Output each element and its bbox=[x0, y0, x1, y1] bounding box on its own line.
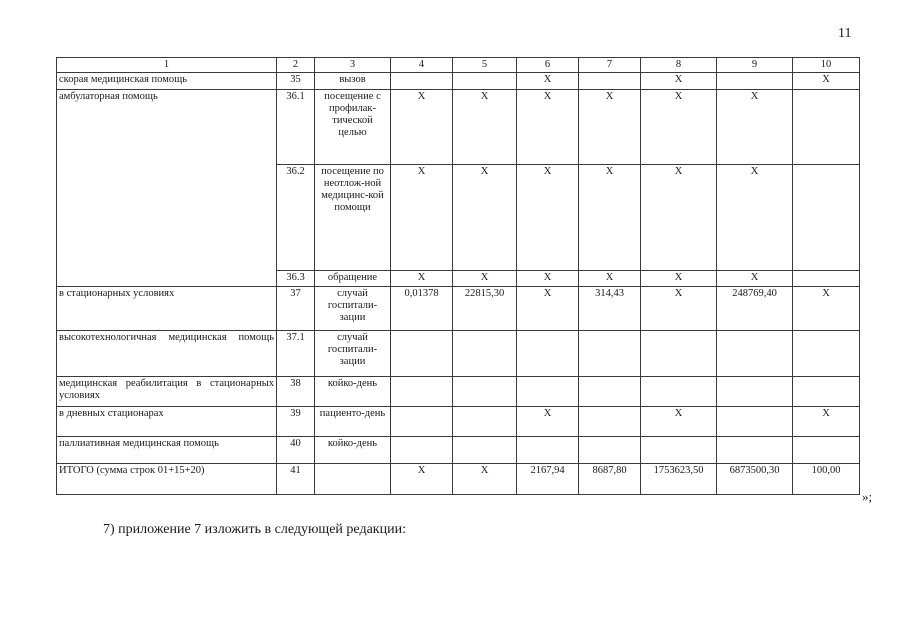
value-cell: X bbox=[391, 271, 453, 287]
value-cell: X bbox=[641, 287, 717, 331]
value-cell bbox=[579, 377, 641, 407]
row-number: 38 bbox=[277, 377, 315, 407]
value-cell bbox=[391, 377, 453, 407]
value-cell bbox=[391, 407, 453, 437]
header-cell: 4 bbox=[391, 58, 453, 73]
table-row bbox=[57, 464, 860, 495]
row-number: 39 bbox=[277, 407, 315, 437]
table-row bbox=[57, 73, 860, 90]
value-cell: X bbox=[641, 73, 717, 90]
row-label: медицинская реабилитация в стационарных условиях bbox=[57, 377, 277, 407]
header-cell: 5 bbox=[453, 58, 517, 73]
value-cell bbox=[793, 437, 860, 464]
value-cell: X bbox=[641, 271, 717, 287]
header-cell: 10 bbox=[793, 58, 860, 73]
value-cell bbox=[793, 377, 860, 407]
instruction-text: 7) приложение 7 изложить в следующей редакции: bbox=[103, 522, 406, 537]
value-cell bbox=[717, 437, 793, 464]
page-number: 11 bbox=[838, 26, 852, 41]
value-cell bbox=[517, 377, 579, 407]
unit-cell: посещение по неотлож-ной медицинс-кой помощи bbox=[315, 165, 391, 271]
value-cell: X bbox=[793, 73, 860, 90]
closing-quote: »; bbox=[862, 489, 873, 504]
row-number: 41 bbox=[277, 464, 315, 495]
value-cell: X bbox=[391, 90, 453, 165]
value-cell: X bbox=[641, 90, 717, 165]
value-cell: X bbox=[717, 165, 793, 271]
header-cell: 3 bbox=[315, 58, 391, 73]
value-cell bbox=[579, 437, 641, 464]
value-cell: X bbox=[391, 165, 453, 271]
row-number: 37.1 bbox=[277, 331, 315, 377]
header-cell: 9 bbox=[717, 58, 793, 73]
value-cell bbox=[391, 73, 453, 90]
value-cell: 22815,30 bbox=[453, 287, 517, 331]
value-cell: X bbox=[717, 271, 793, 287]
value-cell: X bbox=[517, 271, 579, 287]
value-cell bbox=[793, 165, 860, 271]
value-cell: X bbox=[517, 73, 579, 90]
row-label: амбулаторная помощь bbox=[57, 90, 277, 287]
value-cell: X bbox=[717, 90, 793, 165]
value-cell bbox=[793, 271, 860, 287]
value-cell bbox=[579, 407, 641, 437]
row-label: в стационарных условиях bbox=[57, 287, 277, 331]
table-header-row bbox=[57, 58, 860, 73]
value-cell: X bbox=[517, 287, 579, 331]
value-cell: X bbox=[641, 165, 717, 271]
unit-cell: посещение с профилак-тической целью bbox=[315, 90, 391, 165]
row-number: 36.2 bbox=[277, 165, 315, 271]
value-cell bbox=[717, 73, 793, 90]
unit-cell: случай госпитали-зации bbox=[315, 331, 391, 377]
header-cell: 7 bbox=[579, 58, 641, 73]
table-row bbox=[57, 287, 860, 331]
row-label: скорая медицинская помощь bbox=[57, 73, 277, 90]
value-cell: 100,00 bbox=[793, 464, 860, 495]
value-cell: X bbox=[579, 90, 641, 165]
value-cell bbox=[641, 377, 717, 407]
value-cell: X bbox=[793, 407, 860, 437]
value-cell bbox=[717, 331, 793, 377]
unit-cell: койко-день bbox=[315, 377, 391, 407]
value-cell: 248769,40 bbox=[717, 287, 793, 331]
row-number: 36.3 bbox=[277, 271, 315, 287]
unit-cell: случай госпитали-зации bbox=[315, 287, 391, 331]
value-cell: X bbox=[517, 407, 579, 437]
row-label: высокотехнологичная медицинская помощь bbox=[57, 331, 277, 377]
data-table bbox=[56, 57, 860, 495]
header-cell: 6 bbox=[517, 58, 579, 73]
value-cell bbox=[579, 331, 641, 377]
value-cell: X bbox=[579, 271, 641, 287]
value-cell: 1753623,50 bbox=[641, 464, 717, 495]
value-cell bbox=[453, 331, 517, 377]
value-cell: X bbox=[793, 287, 860, 331]
value-cell bbox=[453, 377, 517, 407]
row-label: в дневных стационарах bbox=[57, 407, 277, 437]
unit-cell: вызов bbox=[315, 73, 391, 90]
row-number: 37 bbox=[277, 287, 315, 331]
table-row bbox=[57, 437, 860, 464]
unit-cell: пациенто-день bbox=[315, 407, 391, 437]
value-cell: 314,43 bbox=[579, 287, 641, 331]
value-cell bbox=[717, 377, 793, 407]
value-cell: 8687,80 bbox=[579, 464, 641, 495]
table-row bbox=[57, 407, 860, 437]
table-row bbox=[57, 331, 860, 377]
value-cell bbox=[453, 73, 517, 90]
row-label: ИТОГО (сумма строк 01+15+20) bbox=[57, 464, 277, 495]
header-cell: 8 bbox=[641, 58, 717, 73]
unit-cell: койко-день bbox=[315, 437, 391, 464]
value-cell: X bbox=[453, 271, 517, 287]
value-cell bbox=[453, 407, 517, 437]
value-cell: X bbox=[453, 464, 517, 495]
value-cell: X bbox=[579, 165, 641, 271]
value-cell: X bbox=[641, 407, 717, 437]
value-cell bbox=[641, 331, 717, 377]
value-cell: X bbox=[453, 165, 517, 271]
row-number: 36.1 bbox=[277, 90, 315, 165]
value-cell bbox=[391, 437, 453, 464]
value-cell bbox=[793, 331, 860, 377]
unit-cell: обращение bbox=[315, 271, 391, 287]
row-number: 35 bbox=[277, 73, 315, 90]
value-cell bbox=[517, 437, 579, 464]
value-cell bbox=[579, 73, 641, 90]
value-cell: X bbox=[391, 464, 453, 495]
value-cell: 6873500,30 bbox=[717, 464, 793, 495]
value-cell: X bbox=[517, 90, 579, 165]
value-cell bbox=[717, 407, 793, 437]
value-cell bbox=[641, 437, 717, 464]
header-cell: 1 bbox=[57, 58, 277, 73]
value-cell: 2167,94 bbox=[517, 464, 579, 495]
value-cell bbox=[793, 90, 860, 165]
table-row bbox=[57, 90, 860, 165]
value-cell bbox=[453, 437, 517, 464]
unit-cell bbox=[315, 464, 391, 495]
row-label: паллиативная медицинская помощь bbox=[57, 437, 277, 464]
value-cell: 0,01378 bbox=[391, 287, 453, 331]
value-cell bbox=[391, 331, 453, 377]
value-cell: X bbox=[453, 90, 517, 165]
table-row bbox=[57, 377, 860, 407]
header-cell: 2 bbox=[277, 58, 315, 73]
value-cell: X bbox=[517, 165, 579, 271]
value-cell bbox=[517, 331, 579, 377]
row-number: 40 bbox=[277, 437, 315, 464]
